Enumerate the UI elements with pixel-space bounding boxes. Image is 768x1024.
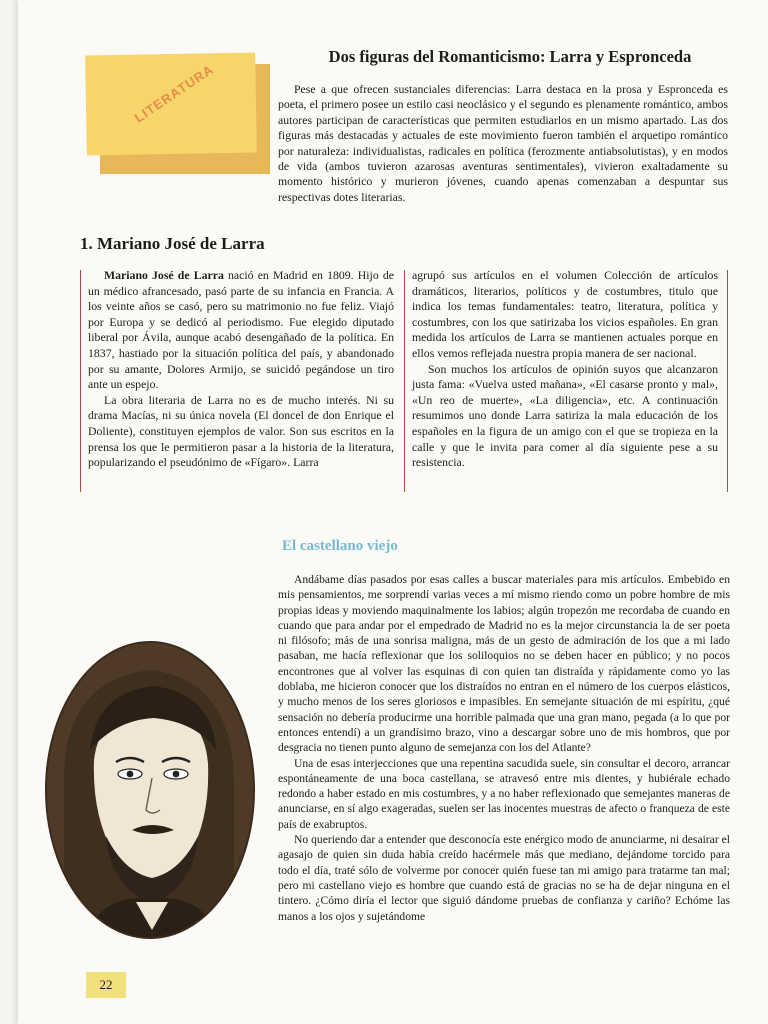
section-heading: 1. Mariano José de Larra	[80, 234, 265, 253]
story-paragraph-2: Una de esas interjecciones que una repentina sacudida suele, sin consultar el decoro, arrancar espontáneamente de una boca castellana, se atravesó entre mis dientes, y hubiérale echado redondo a haber estado en mis costumbres, y a no haber reflexionado que semejantes maneras de anunciarse, en sí algo exageradas, suelen ser las inocentes muestras de afecto o franqueza de este país de exabruptos.	[278, 756, 730, 831]
intro-paragraph	[278, 82, 728, 205]
banner-label: LITERATURA	[131, 61, 217, 126]
intro-text: Pese a que ofrecen sustanciales diferencias: Larra destaca en la prosa y Espronceda es poeta, el primero posee un estilo casi neoclásico y el segundo es plenamente romántico, ambos autores participan de características que permiten estudiarlos en un mismo apartado. Las dos figuras más destacadas y actuales de este movimiento fueron también el arquetipo romántico por naturaleza: individualistas, radicales en política (ferozmente antiabsolutistas), y en modos de vida (ambos tuvieron azarosas aventuras sentimentales), vivieron exaltadamente su momento histórico y murieron jóvenes, cuando apenas comenzaban a despuntar sus respectivas dotes literarias.	[278, 82, 728, 204]
page-title: Dos figuras del Romanticismo: Larra y Espronceda	[328, 47, 692, 66]
right-box-rule	[727, 270, 728, 492]
left-box-rule	[80, 270, 81, 492]
biography-paragraph-1	[88, 268, 394, 393]
biography-paragraph-3: agrupó sus artículos en el volumen Colección de artículos dramáticos, literarios, políticos y de costumbres, titulo que indica los temas fundamentales: teatro, literatura, política y costumbres, con los que satirizaba los vicios españoles. En gran medida los artículos de Larra se mantienen actuales porque en ellos vemos reflejada nuestra propia manera de ser nacional.	[412, 268, 718, 360]
story-text	[278, 572, 730, 924]
story-title: El castellano viejo	[282, 538, 398, 554]
page-number: 22	[86, 972, 126, 998]
biography-right-column	[412, 268, 718, 471]
author-name: Mariano José de Larra	[104, 268, 224, 282]
biography-paragraph-2: La obra literaria de Larra no es de mucho interés. Ni su drama Macías, ni su única novela (El doncel de don Enrique el Doliente), constituyen ejemplos de valor. Son sus escritos en la prensa los que le permitieron pasar a la historia de la literatura, popularizando el pseudónimo de «Fígaro». Larra	[88, 392, 394, 470]
portrait-illustration	[44, 640, 256, 940]
story-paragraph-1: Andábame días pasados por esas calles a buscar materiales para mis artículos. Embebido en mis pensamientos, me sorprendí varias veces a mí mismo riendo como un pobre hombre de mis propias ideas y moviendo maquinalmente los labios; algún tropezón me recordaba de cuando en cuando que para andar por el empedrado de Madrid no es la mejor circunstancia la de ser poeta ni filósofo; más de una sonrisa maligna, más de un gesto de admiración de los que a mi lado pasaban, me hacía reflexionar que los soliloquios no se deben hacer en público; y no pocos encontrones que al volver las esquinas di con quien tan distraída y rápidamente como yo las doblaba, me hicieron conocer que los distraídos no entran en el número de los cuerpos elásticos, y mucho menos de los seres gloriosos e impasibles. En semejante situación de mi espíritu, ¿qué sensación no debería producirme una horrible palmada que una gran mano, pegada (a lo que por entonces entendí) a un grandísimo brazo, vino a descargar sobre uno de mis hombros, que por desgracia no tienen punto alguno de semejanza con los del Atlante?	[278, 573, 730, 755]
story-paragraph-3: No queriendo dar a entender que desconocía este enérgico modo de anunciarme, ni desairar el agasajo de quien sin duda había creído hacérmele más que mediano, dejándome torcido para todo el día, traté sólo de volverme por conocer quién fuese tan mi amigo para tratarme tan mal; pero mi castellano viejo es hombre que cuando está de gracias no se ha de dejar ninguna en el tintero. ¿Cómo diría el lector que siguió dándome pruebas de confianza y cariño? Echóme las manos a los ojos y sujetándome	[278, 833, 730, 923]
center-box-rule	[404, 270, 405, 492]
biography-paragraph-4: Son muchos los artículos de opinión suyos que alcanzaron justa fama: «Vuelva usted mañana», «El casarse pronto y mal», «Un reo de muerte», «La diligencia», etc. A continuación resumimos uno donde Larra satiriza la mala educación de los españoles en la figura de un amigo con el que se tropieza en la calle y que le invita para comer al día siguiente pese a su resistencia.	[412, 361, 718, 470]
biography-text-1: nació en Madrid en 1809. Hijo de un médico afrancesado, pasó parte de su infancia en Francia. A los veinte años se casó, pero su matrimonio no fue feliz. Viajó por Europa y se dedicó al periodismo. Fue elegido diputado liberal por Ávila, aunque acabó desengañado de la política. En 1837, hastiado por la situación política del país, y abandonado por su amante, Dolores Armijo, se suicidó pegándose un tiro ante un espejo.	[88, 268, 395, 392]
biography-left-column	[88, 268, 394, 471]
